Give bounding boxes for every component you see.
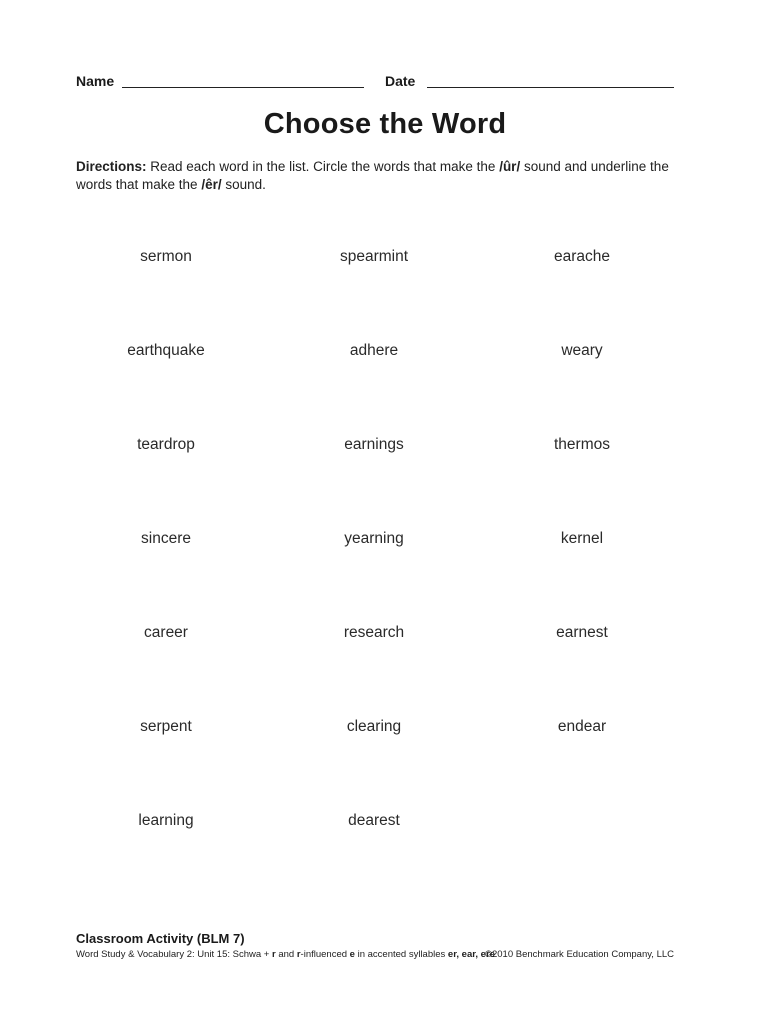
footer-unit-e: e: [349, 949, 355, 960]
word-item: earnings: [344, 436, 404, 453]
word-item: research: [343, 624, 405, 641]
directions-text-1: Read each word in the list. Circle the words that make the: [146, 159, 500, 174]
footer-unit-mid-2: -influenced: [300, 949, 350, 960]
footer-unit-info: [76, 948, 495, 962]
footer-activity-title: Classroom Activity (BLM 7): [76, 931, 245, 946]
footer-unit-mid-1: and: [275, 949, 297, 960]
word-item: teardrop: [137, 436, 195, 453]
word-grid: [62, 246, 686, 904]
footer-unit-r2: r: [296, 949, 301, 960]
word-row: [62, 340, 686, 434]
name-date-header: [76, 72, 676, 92]
word-item: endear: [557, 718, 607, 735]
word-row: [62, 622, 686, 716]
word-item: learning: [138, 812, 194, 829]
page-title: Choose the Word: [263, 108, 507, 140]
word-row: [62, 810, 686, 904]
directions-symbol-ur: /ûr/: [499, 159, 521, 174]
footer-unit-mid-3: in accented syllables: [354, 949, 448, 960]
word-item: earache: [553, 248, 610, 265]
word-row: [62, 434, 686, 528]
word-item: clearing: [346, 718, 402, 735]
word-row: [62, 246, 686, 340]
word-item: weary: [561, 342, 603, 359]
word-item: kernel: [560, 530, 604, 547]
word-row: [62, 528, 686, 622]
word-item: earthquake: [127, 342, 205, 359]
date-label: Date: [385, 73, 416, 89]
footer-unit-patterns: er, ear, ere: [447, 949, 495, 960]
footer-unit-prefix: Word Study & Vocabulary 2: Unit 15: Schwa +: [76, 949, 272, 960]
word-item: adhere: [349, 342, 399, 359]
directions-text-2: sound and underline the words that make the: [76, 159, 669, 192]
word-item: serpent: [140, 718, 192, 735]
name-label: Name: [76, 73, 115, 89]
directions-lead: Directions:: [76, 159, 147, 174]
footer-copyright: ©2010 Benchmark Education Company, LLC: [484, 949, 674, 960]
directions-text-3: sound.: [221, 177, 266, 192]
word-row: [62, 716, 686, 810]
word-item: yearning: [344, 530, 404, 547]
date-blank-line: [427, 87, 674, 88]
directions: [76, 158, 676, 194]
word-item: sincere: [141, 530, 191, 547]
footer-unit-r: r: [272, 949, 276, 960]
word-item: earnest: [556, 624, 608, 641]
word-item: thermos: [554, 436, 610, 453]
name-blank-line: [122, 87, 364, 88]
word-item: career: [144, 624, 188, 641]
word-item: dearest: [348, 812, 400, 829]
directions-symbol-er: /êr/: [201, 177, 222, 192]
word-item: sermon: [140, 248, 192, 265]
word-item: spearmint: [339, 248, 409, 265]
